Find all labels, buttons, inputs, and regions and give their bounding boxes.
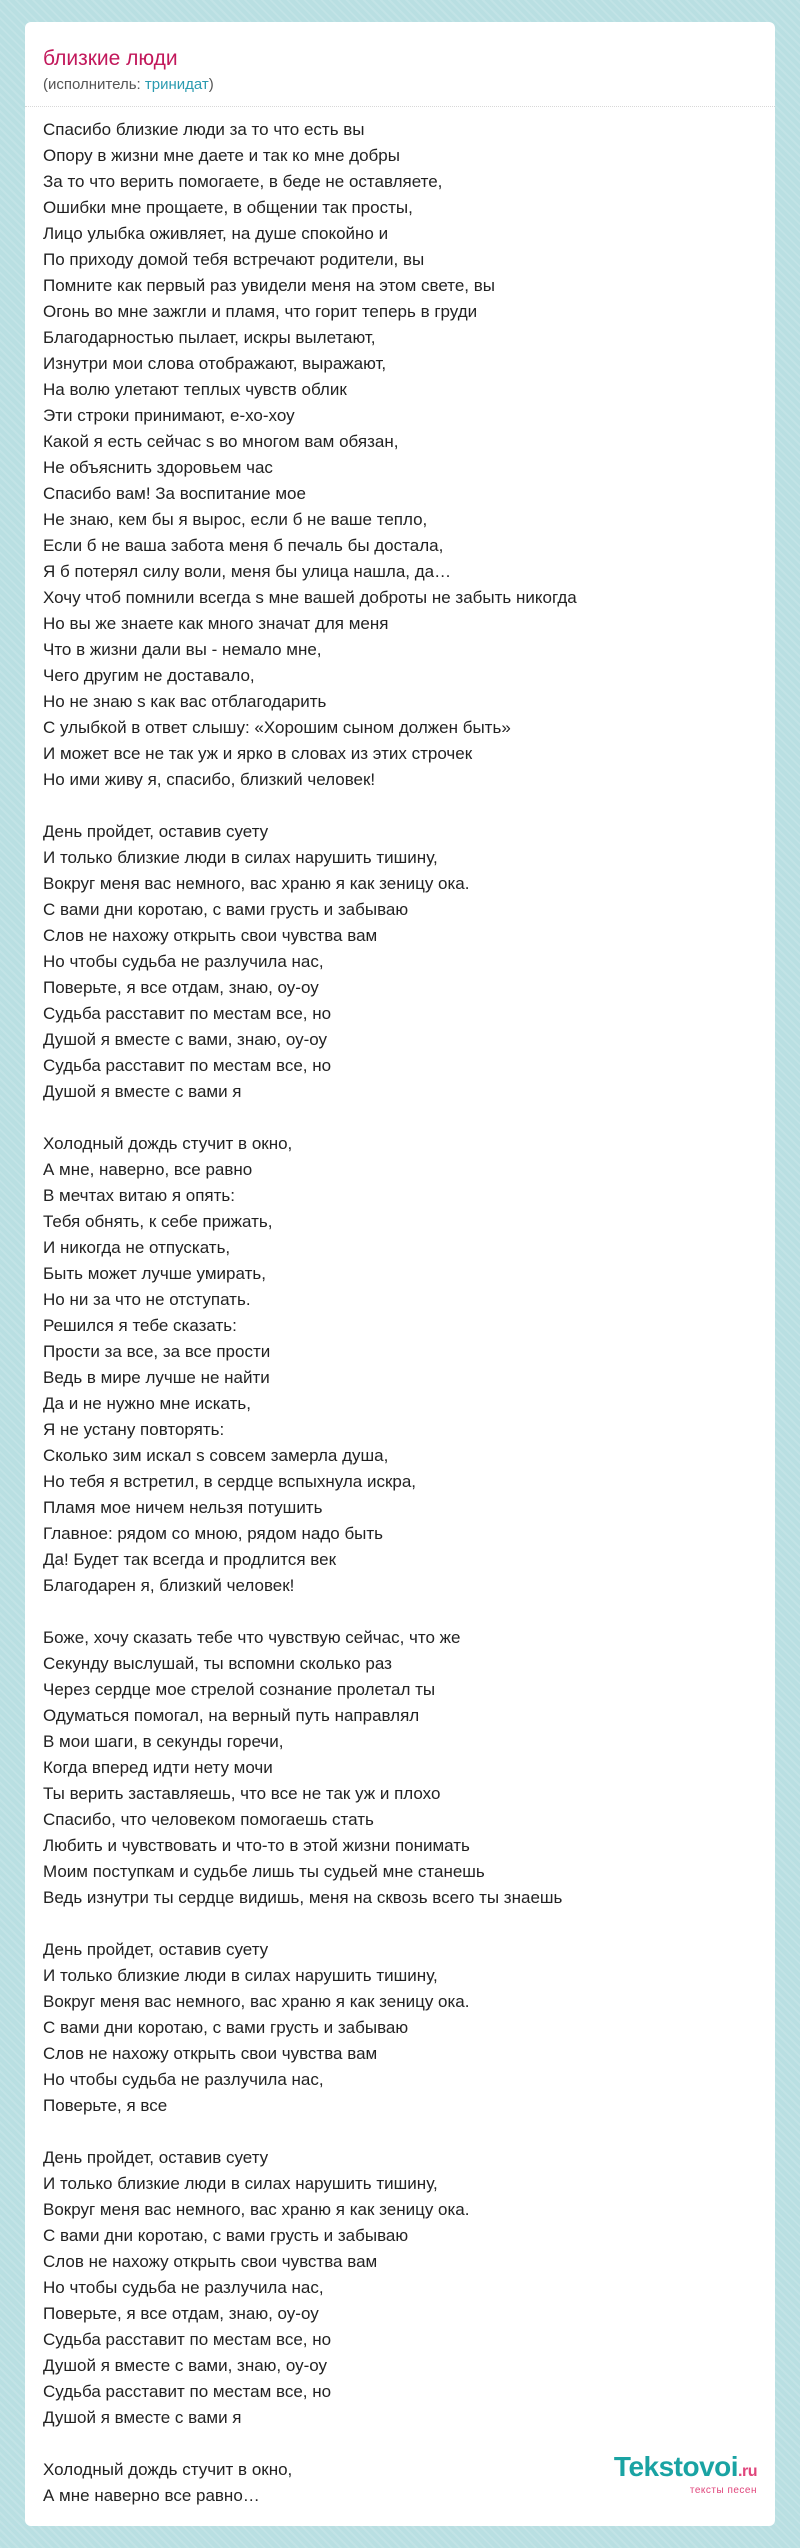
lyric-line: Я не устану повторять: [43,1420,225,1439]
lyric-line: Хочу чтоб помнили всегда s мне вашей доброты не забыть никогда [43,588,577,607]
lyric-line: Но ими живу я, спасибо, близкий человек! [43,770,376,789]
lyric-line: Поверьте, я все отдам, знаю, оу-оу [43,2304,319,2323]
lyric-line: С вами дни коротаю, с вами грусть и забываю [43,900,409,919]
lyric-line: Душой я вместе с вами я [43,2408,242,2427]
lyric-line: Слов не нахожу открыть свои чувства вам [43,2044,378,2063]
lyric-line: Душой я вместе с вами я [43,1082,242,1101]
lyric-line: Огонь во мне зажгли и пламя, что горит теперь в груди [43,302,478,321]
lyric-line: По приходу домой тебя встречают родители, вы [43,250,425,269]
artist-link[interactable]: тринидат [144,76,209,93]
byline-prefix: (исполнитель: [43,76,145,93]
lyric-line: Ведь изнутри ты сердце видишь, меня на сквозь всего ты знаешь [43,1888,563,1907]
lyric-line: Холодный дождь стучит в окно, [43,1134,293,1153]
lyric-line: Если б не ваша забота меня б печаль бы достала, [43,536,444,555]
lyric-line: День пройдет, оставив суету [43,822,269,841]
lyric-line: И только близкие люди в силах нарушить тишину, [43,2174,438,2193]
lyric-line: Какой я есть сейчас s во многом вам обязан, [43,432,399,451]
lyric-line: И никогда не отпускать, [43,1238,231,1257]
lyric-line: Спасибо, что человеком помогаешь стать [43,1810,374,1829]
lyric-line: Судьба расставит по местам все, но [43,1004,332,1023]
lyric-line: Спасибо вам! За воспитание мое [43,484,306,503]
lyric-line: Спасибо близкие люди за то что есть вы [43,120,365,139]
lyric-line: Благодарен я, близкий человек! [43,1576,295,1595]
lyric-line: Решился я тебе сказать: [43,1316,237,1335]
lyric-line: Душой я вместе с вами, знаю, оу-оу [43,2356,328,2375]
lyric-line: Любить и чувствовать и что-то в этой жизни понимать [43,1836,470,1855]
lyric-line: Тебя обнять, к себе прижать, [43,1212,273,1231]
lyric-line: И может все не так уж и ярко в словах из этих строчек [43,744,473,763]
lyric-line: В мечтах витаю я опять: [43,1186,235,1205]
lyric-line: Но ни за что не отступать. [43,1290,251,1309]
lyric-line: Да! Будет так всегда и продлится век [43,1550,337,1569]
song-header [25,22,775,96]
lyric-line: Секунду выслушай, ты вспомни сколько раз [43,1654,392,1673]
lyric-line: С вами дни коротаю, с вами грусть и забываю [43,2018,409,2037]
logo-tld: .ru [738,2463,757,2480]
lyrics-body [25,107,775,2509]
lyric-line: Опору в жизни мне даете и так ко мне добры [43,146,400,165]
lyric-line: Моим поступкам и судьбе лишь ты судьей мне станешь [43,1862,485,1881]
lyric-line: Главное: рядом со мною, рядом надо быть [43,1524,384,1543]
byline-suffix: ) [208,76,214,93]
lyric-line: Через сердце мое стрелой сознание пролетал ты [43,1680,436,1699]
lyric-line: А мне, наверно, все равно [43,1160,253,1179]
lyric-line: Что в жизни дали вы - немало мне, [43,640,322,659]
lyrics-stanza [43,117,775,793]
song-title: близкие люди [43,47,178,70]
lyric-line: Не знаю, кем бы я вырос, если б не ваше тепло, [43,510,428,529]
lyric-line: Но чтобы судьба не разлучила нас, [43,952,324,971]
lyric-line: Поверьте, я все отдам, знаю, оу-оу [43,978,319,997]
lyric-line: С вами дни коротаю, с вами грусть и забываю [43,2226,409,2245]
lyric-line: Но чтобы судьба не разлучила нас, [43,2278,324,2297]
lyric-line: Холодный дождь стучит в окно, [43,2460,293,2479]
lyric-line: Но не знаю s как вас отблагодарить [43,692,327,711]
lyric-line: Судьба расставит по местам все, но [43,1056,332,1075]
lyric-line: Помните как первый раз увидели меня на этом свете, вы [43,276,496,295]
lyric-line: С улыбкой в ответ слышу: «Хорошим сыном должен быть» [43,718,511,737]
site-logo[interactable] [614,2452,757,2496]
lyric-line: Вокруг меня вас немного, вас храню я как зеницу ока. [43,874,470,893]
lyric-line: Лицо улыбка оживляет, на душе спокойно и [43,224,389,243]
lyric-line: Я б потерял силу воли, меня бы улица нашла, да… [43,562,452,581]
lyric-line: А мне наверно все равно… [43,2486,260,2505]
lyric-line: Вокруг меня вас немного, вас храню я как зеницу ока. [43,2200,470,2219]
logo-subtitle: тексты песен [689,2485,757,2496]
lyric-line: Эти строки принимают, е-хо-хоу [43,406,295,425]
lyric-line: Ты верить заставляешь, что все не так уж и плохо [43,1784,441,1803]
lyric-line: И только близкие люди в силах нарушить тишину, [43,1966,438,1985]
lyric-line: Поверьте, я все [43,2096,168,2115]
lyric-line: Судьба расставит по местам все, но [43,2330,332,2349]
lyric-line: Изнутри мои слова отображают, выражают, [43,354,387,373]
lyrics-stanza [43,1625,775,1911]
lyric-line: Быть может лучше умирать, [43,1264,266,1283]
lyrics-stanza [43,2145,775,2431]
lyric-line: Ошибки мне прощаете, в общении так просты, [43,198,413,217]
lyric-line: Не объяснить здоровьем час [43,458,273,477]
lyric-line: Сколько зим искал s совсем замерла душа, [43,1446,389,1465]
lyric-line: Прости за все, за все прости [43,1342,271,1361]
lyric-line: Судьба расставит по местам все, но [43,2382,332,2401]
lyric-line: День пройдет, оставив суету [43,1940,269,1959]
lyric-line: Одуматься помогал, на верный путь направлял [43,1706,420,1725]
lyric-line: Чего другим не доставало, [43,666,255,685]
lyric-line: На волю улетают теплых чувств облик [43,380,347,399]
lyric-line: День пройдет, оставив суету [43,2148,269,2167]
lyric-line: В мои шаги, в секунды горечи, [43,1732,284,1751]
lyric-line: Благодарностью пылает, искры вылетают, [43,328,376,347]
lyric-line: Душой я вместе с вами, знаю, оу-оу [43,1030,328,1049]
lyric-line: Боже, хочу сказать тебе что чувствую сейчас, что же [43,1628,461,1647]
lyric-line: Ведь в мире лучше не найти [43,1368,270,1387]
lyrics-card [25,22,775,2526]
lyric-line: Слов не нахожу открыть свои чувства вам [43,926,378,945]
lyric-line: Слов не нахожу открыть свои чувства вам [43,2252,378,2271]
lyric-line: Пламя мое ничем нельзя потушить [43,1498,323,1517]
logo-wordmark [614,2452,757,2487]
lyric-line: Но тебя я встретил, в сердце вспыхнула искра, [43,1472,417,1491]
lyric-line: И только близкие люди в силах нарушить тишину, [43,848,438,867]
lyric-line: Но чтобы судьба не разлучила нас, [43,2070,324,2089]
artist-byline [43,74,775,96]
lyric-line: Да и не нужно мне искать, [43,1394,252,1413]
lyric-line: Когда вперед идти нету мочи [43,1758,273,1777]
lyrics-stanza [43,819,775,1105]
logo-main-text: Tekstovoi [613,2451,739,2482]
lyric-line: Вокруг меня вас немного, вас храню я как зеницу ока. [43,1992,470,2011]
lyric-line: Но вы же знаете как много значат для меня [43,614,389,633]
lyric-line: За то что верить помогаете, в беде не оставляете, [43,172,443,191]
lyrics-stanza [43,1131,775,1599]
lyrics-stanza [43,1937,775,2119]
